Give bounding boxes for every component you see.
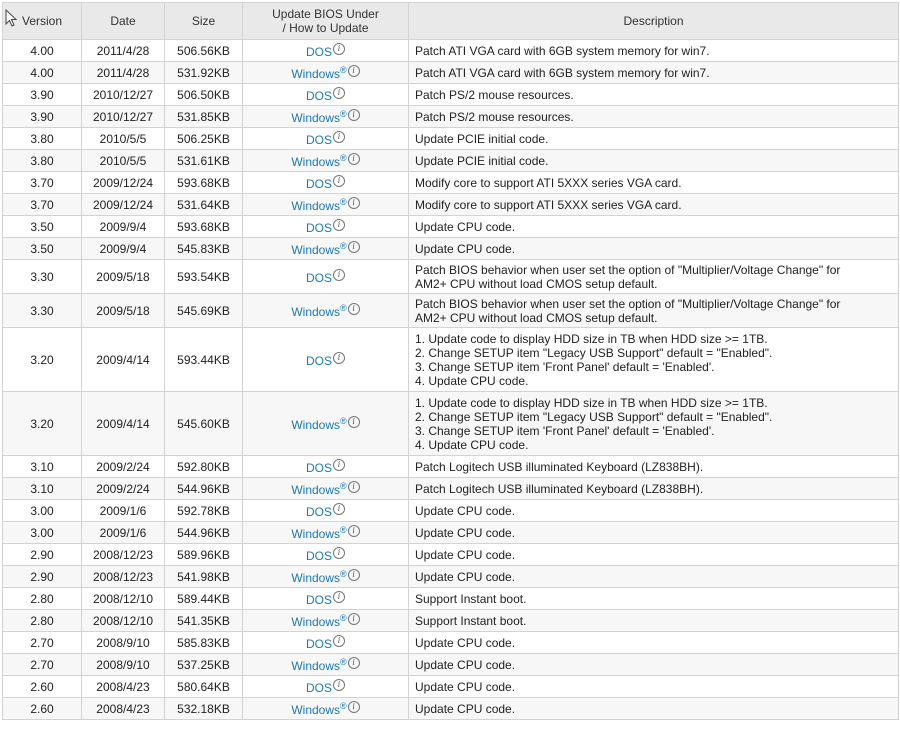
date-cell: 2008/9/10	[82, 654, 165, 676]
version-cell: 2.60	[3, 676, 82, 698]
version-cell: 3.20	[3, 392, 82, 456]
description-cell	[409, 478, 899, 500]
description-line: Update PCIE initial code.	[415, 131, 549, 146]
dos-download-link[interactable]: DOS	[305, 270, 332, 285]
dos-download-link[interactable]: DOS	[305, 176, 332, 191]
version-cell: 3.20	[3, 328, 82, 392]
description-cell	[409, 456, 899, 478]
size-cell: 506.56KB	[165, 40, 243, 62]
date-cell: 2010/12/27	[82, 84, 165, 106]
dos-download-link[interactable]: DOS	[305, 88, 332, 103]
date-cell: 2008/9/10	[82, 632, 165, 654]
windows-download-link[interactable]: Windows	[291, 702, 341, 717]
table-body	[3, 40, 899, 720]
description-cell	[409, 238, 899, 260]
info-icon[interactable]: i	[333, 547, 345, 559]
version-cell: 3.70	[3, 194, 82, 216]
size-cell: 593.68KB	[165, 216, 243, 238]
windows-download-link[interactable]: Windows	[291, 570, 341, 585]
update-method-cell	[243, 238, 409, 260]
info-icon[interactable]: i	[333, 43, 345, 55]
windows-download-link[interactable]: Windows	[291, 66, 341, 81]
update-method-cell	[243, 194, 409, 216]
date-cell: 2009/1/6	[82, 522, 165, 544]
table-row	[3, 588, 899, 610]
date-cell: 2008/12/10	[82, 588, 165, 610]
info-icon[interactable]: i	[348, 303, 360, 315]
date-cell: 2009/2/24	[82, 478, 165, 500]
registered-mark: ®	[340, 64, 347, 75]
column-header-version[interactable]: Version	[3, 3, 82, 40]
description-line: Update CPU code.	[415, 635, 516, 650]
date-cell: 2010/5/5	[82, 128, 165, 150]
info-icon[interactable]: i	[348, 525, 360, 537]
description-cell	[409, 216, 899, 238]
version-cell: 3.70	[3, 172, 82, 194]
description-cell	[409, 610, 899, 632]
column-header-size[interactable]: Size	[165, 3, 243, 40]
description-line: 1. Update code to display HDD size in TB when HDD size >= 1TB.	[415, 395, 768, 410]
info-icon[interactable]: i	[348, 197, 360, 209]
size-cell: 589.96KB	[165, 544, 243, 566]
description-cell	[409, 194, 899, 216]
description-line: Patch ATI VGA card with 6GB system memory for win7.	[415, 65, 710, 80]
date-cell: 2010/12/27	[82, 106, 165, 128]
date-cell: 2008/4/23	[82, 676, 165, 698]
description-line: Update CPU code.	[415, 679, 516, 694]
description-cell	[409, 544, 899, 566]
size-cell: 585.83KB	[165, 632, 243, 654]
size-cell: 531.61KB	[165, 150, 243, 172]
description-cell	[409, 654, 899, 676]
version-cell: 3.50	[3, 216, 82, 238]
size-cell: 532.18KB	[165, 698, 243, 720]
date-cell: 2009/12/24	[82, 172, 165, 194]
date-cell: 2008/12/23	[82, 566, 165, 588]
update-header-line2: / How to Update	[282, 21, 369, 35]
registered-mark: ®	[340, 700, 347, 711]
version-cell: 2.90	[3, 566, 82, 588]
update-method-cell	[243, 676, 409, 698]
description-cell	[409, 294, 899, 328]
windows-download-link[interactable]: Windows	[291, 526, 341, 541]
windows-download-link[interactable]: Windows	[291, 304, 341, 319]
registered-mark: ®	[340, 152, 347, 163]
description-line: Update PCIE initial code.	[415, 153, 549, 168]
table-row	[3, 194, 899, 216]
date-cell: 2009/12/24	[82, 194, 165, 216]
update-method-cell	[243, 150, 409, 172]
info-icon[interactable]: i	[348, 416, 360, 428]
update-method-cell	[243, 478, 409, 500]
size-cell: 545.83KB	[165, 238, 243, 260]
info-icon[interactable]: i	[333, 131, 345, 143]
info-icon[interactable]: i	[333, 459, 345, 471]
size-cell: 531.92KB	[165, 62, 243, 84]
update-method-cell	[243, 522, 409, 544]
version-cell: 3.30	[3, 294, 82, 328]
windows-download-link[interactable]: Windows	[291, 614, 341, 629]
info-icon[interactable]: i	[333, 591, 345, 603]
description-line: Update CPU code.	[415, 241, 516, 256]
update-method-cell	[243, 392, 409, 456]
date-cell: 2009/9/4	[82, 216, 165, 238]
info-icon[interactable]: i	[333, 679, 345, 691]
description-line: Support Instant boot.	[415, 591, 527, 606]
table-row	[3, 654, 899, 676]
dos-download-link[interactable]: DOS	[305, 460, 332, 475]
windows-download-link[interactable]: Windows	[291, 154, 341, 169]
description-line: Update CPU code.	[415, 657, 516, 672]
size-cell: 592.80KB	[165, 456, 243, 478]
dos-download-link[interactable]: DOS	[305, 548, 332, 563]
table-row	[3, 478, 899, 500]
info-icon[interactable]: i	[333, 352, 345, 364]
size-cell: 531.64KB	[165, 194, 243, 216]
description-line: Update CPU code.	[415, 569, 516, 584]
update-method-cell	[243, 544, 409, 566]
version-cell: 2.80	[3, 610, 82, 632]
info-icon[interactable]: i	[348, 701, 360, 713]
mouse-pointer-icon	[5, 9, 17, 27]
info-icon[interactable]: i	[333, 635, 345, 647]
dos-download-link[interactable]: DOS	[305, 504, 332, 519]
size-cell: 544.96KB	[165, 522, 243, 544]
description-line: Update CPU code.	[415, 547, 516, 562]
description-line: 2. Change SETUP item "Legacy USB Support" default = "Enabled".	[415, 409, 773, 424]
update-method-cell	[243, 610, 409, 632]
version-cell: 4.00	[3, 62, 82, 84]
version-cell: 3.80	[3, 150, 82, 172]
description-line: Patch BIOS behavior when user set the option of "Multiplier/Voltage Change" for	[415, 262, 841, 277]
description-cell	[409, 260, 899, 294]
dos-download-link[interactable]: DOS	[305, 44, 332, 59]
table-row	[3, 150, 899, 172]
version-cell: 3.80	[3, 128, 82, 150]
version-cell: 3.00	[3, 500, 82, 522]
table-row	[3, 238, 899, 260]
date-cell: 2011/4/28	[82, 40, 165, 62]
date-cell: 2009/5/18	[82, 294, 165, 328]
description-line: Update CPU code.	[415, 219, 516, 234]
registered-mark: ®	[340, 302, 347, 313]
date-cell: 2009/4/14	[82, 328, 165, 392]
update-method-cell	[243, 654, 409, 676]
registered-mark: ®	[340, 108, 347, 119]
column-header-date[interactable]: Date	[82, 3, 165, 40]
size-cell: 506.25KB	[165, 128, 243, 150]
version-cell: 2.70	[3, 632, 82, 654]
info-icon[interactable]: i	[348, 481, 360, 493]
description-line: Modify core to support ATI 5XXX series VGA card.	[415, 175, 682, 190]
description-cell	[409, 698, 899, 720]
table-row	[3, 62, 899, 84]
update-method-cell	[243, 456, 409, 478]
table-row	[3, 40, 899, 62]
info-icon[interactable]: i	[333, 175, 345, 187]
update-method-cell	[243, 500, 409, 522]
column-header-description[interactable]: Description	[409, 3, 899, 40]
windows-download-link[interactable]: Windows	[291, 482, 341, 497]
date-cell: 2011/4/28	[82, 62, 165, 84]
size-cell: 545.60KB	[165, 392, 243, 456]
size-cell: 544.96KB	[165, 478, 243, 500]
date-cell: 2008/12/23	[82, 544, 165, 566]
table-row	[3, 172, 899, 194]
description-line: 3. Change SETUP item 'Front Panel' default = 'Enabled'.	[415, 359, 715, 374]
description-cell	[409, 40, 899, 62]
bios-version-table	[2, 2, 899, 720]
description-cell	[409, 500, 899, 522]
registered-mark: ®	[340, 415, 347, 426]
table-row	[3, 632, 899, 654]
update-method-cell	[243, 260, 409, 294]
info-icon[interactable]: i	[333, 503, 345, 515]
description-line: 1. Update code to display HDD size in TB when HDD size >= 1TB.	[415, 331, 768, 346]
size-cell: 537.25KB	[165, 654, 243, 676]
table-row	[3, 522, 899, 544]
description-cell	[409, 676, 899, 698]
table-row	[3, 392, 899, 456]
info-icon[interactable]: i	[333, 87, 345, 99]
update-method-cell	[243, 566, 409, 588]
table-row	[3, 260, 899, 294]
date-cell: 2008/12/10	[82, 610, 165, 632]
windows-download-link[interactable]: Windows	[291, 198, 341, 213]
description-line: 4. Update CPU code.	[415, 437, 529, 452]
table-row	[3, 566, 899, 588]
description-cell	[409, 392, 899, 456]
update-method-cell	[243, 328, 409, 392]
table-row	[3, 328, 899, 392]
info-icon[interactable]: i	[333, 219, 345, 231]
version-cell: 3.90	[3, 84, 82, 106]
version-cell: 3.90	[3, 106, 82, 128]
description-cell	[409, 632, 899, 654]
update-method-cell	[243, 172, 409, 194]
description-line: Patch PS/2 mouse resources.	[415, 87, 574, 102]
version-cell: 2.60	[3, 698, 82, 720]
version-cell: 3.30	[3, 260, 82, 294]
table-row	[3, 456, 899, 478]
table-row	[3, 698, 899, 720]
description-cell	[409, 150, 899, 172]
windows-download-link[interactable]: Windows	[291, 417, 341, 432]
version-cell: 3.00	[3, 522, 82, 544]
description-cell	[409, 62, 899, 84]
table-row	[3, 84, 899, 106]
info-icon[interactable]: i	[333, 269, 345, 281]
description-cell	[409, 328, 899, 392]
description-cell	[409, 172, 899, 194]
description-line: AM2+ CPU without load CMOS setup default.	[415, 310, 658, 325]
description-cell	[409, 106, 899, 128]
size-cell: 506.50KB	[165, 84, 243, 106]
table-row	[3, 544, 899, 566]
description-line: Support Instant boot.	[415, 613, 527, 628]
dos-download-link[interactable]: DOS	[305, 353, 332, 368]
description-line: 2. Change SETUP item "Legacy USB Support" default = "Enabled".	[415, 345, 773, 360]
size-cell: 531.85KB	[165, 106, 243, 128]
table-header-row	[3, 3, 899, 40]
description-line: Update CPU code.	[415, 503, 516, 518]
update-method-cell	[243, 62, 409, 84]
table-row	[3, 610, 899, 632]
windows-download-link[interactable]: Windows	[291, 110, 341, 125]
update-method-cell	[243, 106, 409, 128]
windows-download-link[interactable]: Windows	[291, 658, 341, 673]
description-line: Patch Logitech USB illuminated Keyboard (LZ838BH).	[415, 459, 704, 474]
size-cell: 593.68KB	[165, 172, 243, 194]
version-cell: 3.10	[3, 478, 82, 500]
description-cell	[409, 84, 899, 106]
description-line: Patch BIOS behavior when user set the option of "Multiplier/Voltage Change" for	[415, 296, 841, 311]
size-cell: 593.54KB	[165, 260, 243, 294]
description-line: Patch ATI VGA card with 6GB system memory for win7.	[415, 43, 710, 58]
dos-download-link[interactable]: DOS	[305, 680, 332, 695]
update-method-cell	[243, 588, 409, 610]
table-row	[3, 294, 899, 328]
description-line: AM2+ CPU without load CMOS setup default.	[415, 276, 658, 291]
description-cell	[409, 566, 899, 588]
registered-mark: ®	[340, 480, 347, 491]
update-method-cell	[243, 698, 409, 720]
description-line: Patch Logitech USB illuminated Keyboard (LZ838BH).	[415, 481, 704, 496]
dos-download-link[interactable]: DOS	[305, 592, 332, 607]
registered-mark: ®	[340, 612, 347, 623]
version-cell: 2.80	[3, 588, 82, 610]
table-row	[3, 128, 899, 150]
update-method-cell	[243, 84, 409, 106]
update-method-cell	[243, 216, 409, 238]
table-row	[3, 106, 899, 128]
column-header-update-method[interactable]	[243, 3, 409, 40]
description-line: Update CPU code.	[415, 701, 516, 716]
date-cell: 2009/4/14	[82, 392, 165, 456]
info-icon[interactable]: i	[348, 569, 360, 581]
description-line: 4. Update CPU code.	[415, 373, 529, 388]
registered-mark: ®	[340, 240, 347, 251]
date-cell: 2008/4/23	[82, 698, 165, 720]
version-cell: 3.10	[3, 456, 82, 478]
date-cell: 2009/2/24	[82, 456, 165, 478]
update-method-cell	[243, 632, 409, 654]
date-cell: 2009/5/18	[82, 260, 165, 294]
version-cell: 2.70	[3, 654, 82, 676]
info-icon[interactable]: i	[348, 153, 360, 165]
size-cell: 593.44KB	[165, 328, 243, 392]
size-cell: 541.98KB	[165, 566, 243, 588]
version-cell: 2.90	[3, 544, 82, 566]
version-cell: 3.50	[3, 238, 82, 260]
update-header-line1: Update BIOS Under	[272, 7, 379, 21]
dos-download-link[interactable]: DOS	[305, 220, 332, 235]
registered-mark: ®	[340, 656, 347, 667]
size-cell: 541.35KB	[165, 610, 243, 632]
size-cell: 589.44KB	[165, 588, 243, 610]
registered-mark: ®	[340, 524, 347, 535]
info-icon[interactable]: i	[348, 657, 360, 669]
date-cell: 2009/9/4	[82, 238, 165, 260]
description-cell	[409, 522, 899, 544]
update-method-cell	[243, 128, 409, 150]
info-icon[interactable]: i	[348, 65, 360, 77]
date-cell: 2009/1/6	[82, 500, 165, 522]
update-method-cell	[243, 40, 409, 62]
info-icon[interactable]: i	[348, 241, 360, 253]
version-cell: 4.00	[3, 40, 82, 62]
dos-download-link[interactable]: DOS	[305, 636, 332, 651]
size-cell: 592.78KB	[165, 500, 243, 522]
description-line: Update CPU code.	[415, 525, 516, 540]
registered-mark: ®	[340, 196, 347, 207]
table-row	[3, 216, 899, 238]
date-cell: 2010/5/5	[82, 150, 165, 172]
size-cell: 580.64KB	[165, 676, 243, 698]
dos-download-link[interactable]: DOS	[305, 132, 332, 147]
size-cell: 545.69KB	[165, 294, 243, 328]
description-line: Patch PS/2 mouse resources.	[415, 109, 574, 124]
registered-mark: ®	[340, 568, 347, 579]
update-method-cell	[243, 294, 409, 328]
table-row	[3, 676, 899, 698]
description-line: Modify core to support ATI 5XXX series VGA card.	[415, 197, 682, 212]
info-icon[interactable]: i	[348, 109, 360, 121]
description-line: 3. Change SETUP item 'Front Panel' default = 'Enabled'.	[415, 423, 715, 438]
description-cell	[409, 128, 899, 150]
info-icon[interactable]: i	[348, 613, 360, 625]
description-cell	[409, 588, 899, 610]
table-row	[3, 500, 899, 522]
windows-download-link[interactable]: Windows	[291, 242, 341, 257]
